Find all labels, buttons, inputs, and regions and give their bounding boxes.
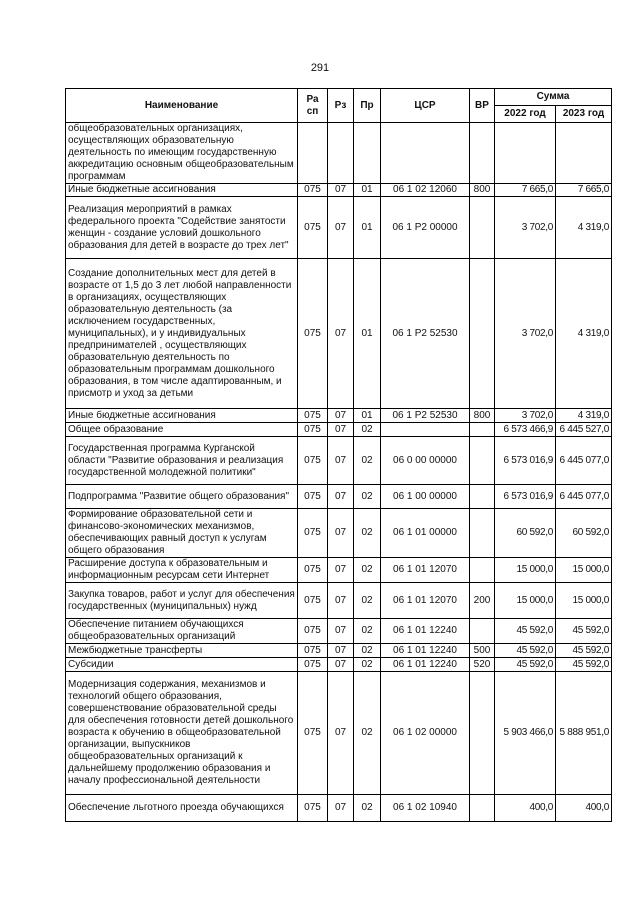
cell-rz: 07 [328,558,354,583]
cell-vr [470,423,495,437]
table-row [66,658,612,672]
table-row [66,583,612,619]
cell-rasp: 075 [298,672,328,795]
cell-vr [470,197,495,259]
cell-rasp: 075 [298,197,328,259]
cell-y2023: 4 319,0 [556,259,612,409]
table-row [66,409,612,423]
cell-name: Закупка товаров, работ и услуг для обеспечения государственных (муниципальных) нужд [66,583,298,619]
cell-rz [328,123,354,184]
cell-csr: 06 0 00 00000 [381,437,470,485]
cell-y2023: 45 592,0 [556,658,612,672]
table-row [66,485,612,509]
cell-rz: 07 [328,672,354,795]
cell-pr: 02 [354,658,381,672]
cell-y2022: 3 702,0 [495,197,556,259]
cell-y2023: 400,0 [556,795,612,822]
cell-y2022: 6 573 466,9 [495,423,556,437]
cell-y2022: 6 573 016,9 [495,437,556,485]
cell-vr: 500 [470,644,495,658]
cell-csr: 06 1 01 12240 [381,619,470,644]
cell-csr [381,123,470,184]
page-number: 291 [310,62,330,74]
cell-y2023: 6 445 077,0 [556,437,612,485]
table-row [66,437,612,485]
cell-csr: 06 1 01 00000 [381,509,470,558]
cell-y2022: 400,0 [495,795,556,822]
cell-rz: 07 [328,795,354,822]
header-csr: ЦСР [381,89,470,123]
cell-rasp: 075 [298,644,328,658]
cell-pr: 02 [354,423,381,437]
cell-name: Модернизация содержания, механизмов и технологий общего образования, совершенствование образовательной среды для обеспечения готовности детей дошкольного возраста к обучению в общеобразовательной организации, выпускников общеобразовательных организаций к дальнейшему продолжению образования и началу профессиональной деятельности [66,672,298,795]
cell-y2022: 45 592,0 [495,619,556,644]
cell-rasp: 075 [298,509,328,558]
cell-rasp: 075 [298,437,328,485]
cell-y2023: 4 319,0 [556,409,612,423]
cell-csr: 06 1 P2 52530 [381,409,470,423]
cell-name: Обеспечение льготного проезда обучающихся [66,795,298,822]
header-vr: ВР [470,89,495,123]
cell-csr: 06 1 00 00000 [381,485,470,509]
cell-name: Субсидии [66,658,298,672]
table-row [66,558,612,583]
cell-y2023 [556,123,612,184]
cell-rasp: 075 [298,583,328,619]
cell-name: Государственная программа Курганской области "Развитие образования и реализация государственной молодежной политики" [66,437,298,485]
cell-pr: 02 [354,619,381,644]
cell-y2023: 5 888 951,0 [556,672,612,795]
cell-y2022: 15 000,0 [495,583,556,619]
cell-y2023: 60 592,0 [556,509,612,558]
cell-vr [470,485,495,509]
cell-csr: 06 1 P2 52530 [381,259,470,409]
cell-y2023: 7 665,0 [556,184,612,197]
cell-csr: 06 1 01 12070 [381,558,470,583]
cell-name: Обеспечение питанием обучающихся общеобразовательных организаций [66,619,298,644]
table-row [66,423,612,437]
cell-pr: 02 [354,583,381,619]
cell-name: Иные бюджетные ассигнования [66,409,298,423]
cell-csr: 06 1 P2 00000 [381,197,470,259]
cell-rz: 07 [328,658,354,672]
cell-rasp [298,123,328,184]
cell-rz: 07 [328,509,354,558]
table-row [66,644,612,658]
cell-y2022: 15 000,0 [495,558,556,583]
header-2023: 2023 год [556,106,612,123]
cell-vr [470,437,495,485]
cell-name: Формирование образовательной сети и финансово-экономических механизмов, обеспечивающих равный доступ к услугам общего образования [66,509,298,558]
cell-name: Создание дополнительных мест для детей в возрасте от 1,5 до 3 лет любой направленности в организациях, осуществляющих образовательную деятельность (за исключением государственных, муниципальных), и у индивидуальных предпринимателей , осуществляющих образовательную деятельность по образовательным программам дошкольного образования, в том числе адаптированным, и присмотр и уход за детьми [66,259,298,409]
cell-rasp: 075 [298,485,328,509]
cell-name: Иные бюджетные ассигнования [66,184,298,197]
cell-name: Межбюджетные трансферты [66,644,298,658]
cell-y2022 [495,123,556,184]
cell-rasp: 075 [298,423,328,437]
table-row [66,184,612,197]
header-pr: Пр [354,89,381,123]
table-row [66,619,612,644]
cell-rasp: 075 [298,619,328,644]
cell-pr: 02 [354,644,381,658]
table-row [66,123,612,184]
cell-pr: 02 [354,795,381,822]
cell-vr: 520 [470,658,495,672]
cell-y2023: 45 592,0 [556,644,612,658]
cell-y2022: 45 592,0 [495,658,556,672]
cell-y2022: 7 665,0 [495,184,556,197]
cell-rz: 07 [328,644,354,658]
cell-pr: 02 [354,509,381,558]
cell-rasp: 075 [298,259,328,409]
cell-name: общеобразовательных организациях, осуществляющих образовательную деятельность по имеющим государственную аккредитацию основным общеобразовательным программам [66,123,298,184]
cell-pr: 01 [354,197,381,259]
cell-rz: 07 [328,184,354,197]
cell-rasp: 075 [298,409,328,423]
cell-vr [470,558,495,583]
cell-pr: 01 [354,409,381,423]
cell-pr: 01 [354,259,381,409]
cell-y2023: 15 000,0 [556,558,612,583]
cell-y2023: 45 592,0 [556,619,612,644]
header-name: Наименование [66,89,298,123]
table-row [66,259,612,409]
table-row [66,197,612,259]
cell-vr [470,795,495,822]
table-row [66,795,612,822]
cell-vr: 800 [470,184,495,197]
cell-pr: 02 [354,672,381,795]
cell-rasp: 075 [298,658,328,672]
table-row [66,509,612,558]
cell-rz: 07 [328,583,354,619]
cell-vr [470,259,495,409]
table-row [66,672,612,795]
cell-pr: 02 [354,437,381,485]
budget-table [65,88,612,822]
cell-y2022: 45 592,0 [495,644,556,658]
cell-rz: 07 [328,619,354,644]
cell-rasp: 075 [298,558,328,583]
table-body [66,123,612,822]
header-2022: 2022 год [495,106,556,123]
cell-csr [381,423,470,437]
header-rasp: Ра сп [298,89,328,123]
cell-vr [470,619,495,644]
cell-vr: 200 [470,583,495,619]
cell-vr [470,123,495,184]
cell-y2022: 3 702,0 [495,259,556,409]
cell-y2023: 4 319,0 [556,197,612,259]
cell-csr: 06 1 02 00000 [381,672,470,795]
cell-csr: 06 1 02 12060 [381,184,470,197]
cell-y2022: 60 592,0 [495,509,556,558]
cell-y2022: 5 903 466,0 [495,672,556,795]
cell-rz: 07 [328,409,354,423]
cell-pr: 01 [354,184,381,197]
header-sum: Сумма [495,89,612,106]
cell-csr: 06 1 01 12240 [381,644,470,658]
cell-rz: 07 [328,197,354,259]
cell-csr: 06 1 01 12070 [381,583,470,619]
header-rz: Рз [328,89,354,123]
cell-rz: 07 [328,437,354,485]
cell-y2023: 15 000,0 [556,583,612,619]
cell-vr [470,509,495,558]
cell-y2022: 3 702,0 [495,409,556,423]
cell-y2022: 6 573 016,9 [495,485,556,509]
cell-y2023: 6 445 527,0 [556,423,612,437]
cell-vr: 800 [470,409,495,423]
cell-rz: 07 [328,485,354,509]
cell-pr: 02 [354,558,381,583]
cell-name: Общее образование [66,423,298,437]
cell-rz: 07 [328,423,354,437]
cell-name: Подпрограмма "Развитие общего образования" [66,485,298,509]
cell-pr [354,123,381,184]
cell-csr: 06 1 02 10940 [381,795,470,822]
cell-name: Реализация мероприятий в рамках федерального проекта "Содействие занятости женщин - создание условий дошкольного образования для детей в возрасте до трех лет" [66,197,298,259]
cell-rasp: 075 [298,184,328,197]
cell-rasp: 075 [298,795,328,822]
cell-rz: 07 [328,259,354,409]
cell-y2023: 6 445 077,0 [556,485,612,509]
cell-name: Расширение доступа к образовательным и информационным ресурсам сети Интернет [66,558,298,583]
cell-vr [470,672,495,795]
cell-csr: 06 1 01 12240 [381,658,470,672]
cell-pr: 02 [354,485,381,509]
